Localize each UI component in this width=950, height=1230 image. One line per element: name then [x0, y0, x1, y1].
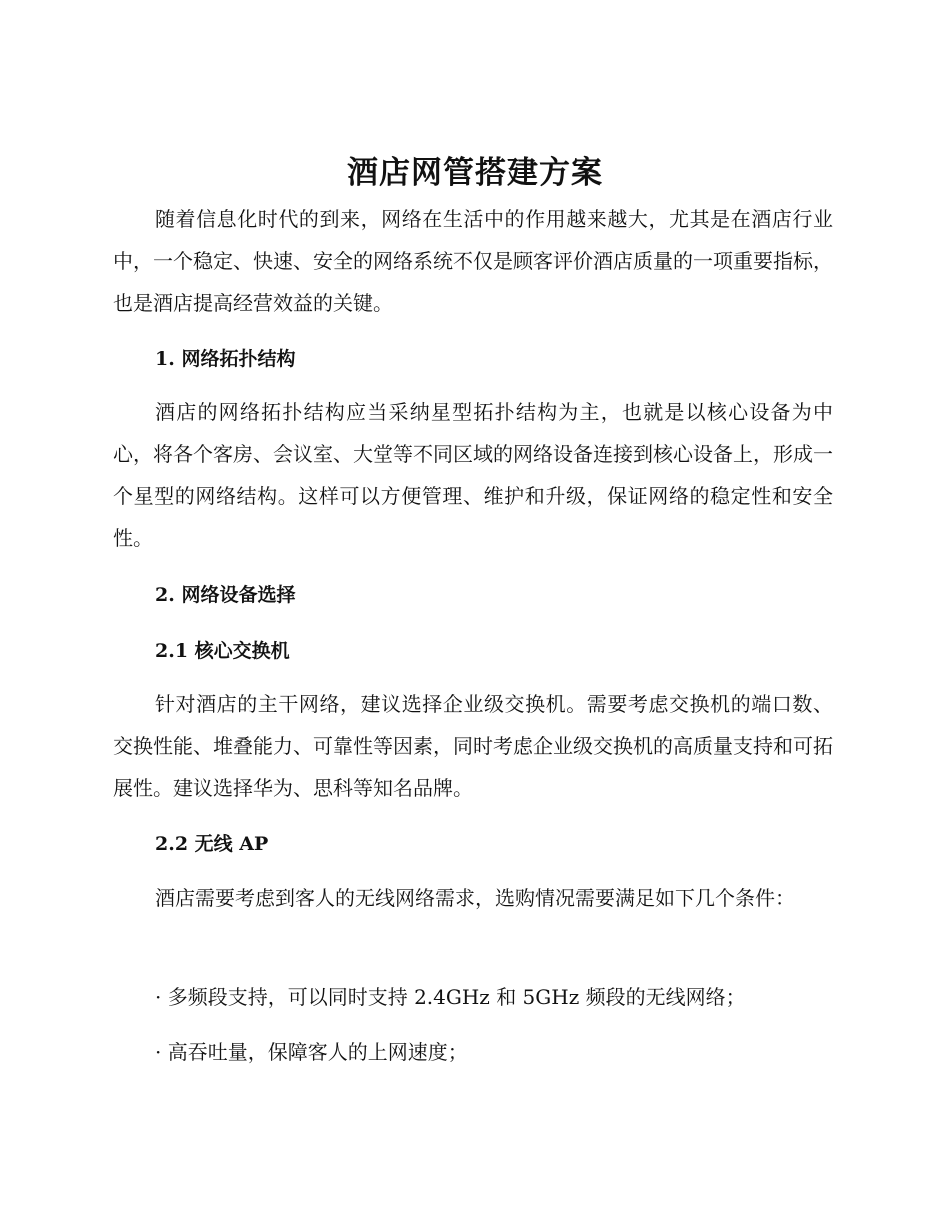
section-1-paragraph: 酒店的网络拓扑结构应当采纳星型拓扑结构为主，也就是以核心设备为中心，将各个客房、会议室、大堂等不同区域的网络设备连接到核心设备上，形成一个星型的网络结构。这样可以方便管理、维护和升级，保证网络的稳定性和安全性。 [113, 400, 833, 550]
section-2-2-heading: 2.2 无线 AP [155, 833, 269, 855]
bullet-item: · 高吞吐量，保障客人的上网速度； [155, 1040, 468, 1064]
section-2-2-paragraph: 酒店需要考虑到客人的无线网络需求，选购情况需要满足如下几个条件： [155, 886, 795, 910]
bullet-item: · 多频段支持，可以同时支持 2.4GHz 和 5GHz 频段的无线网络； [155, 985, 746, 1009]
section-2-1-paragraph: 针对酒店的主干网络，建议选择企业级交换机。需要考虑交换机的端口数、交换性能、堆叠能力、可靠性等因素，同时考虑企业级交换机的高质量支持和可拓展性。建议选择华为、思科等知名品牌。 [113, 692, 833, 800]
section-1-heading: 1. 网络拓扑结构 [155, 348, 296, 370]
document-title: 酒店网管搭建方案 [347, 155, 603, 191]
section-2-heading: 2. 网络设备选择 [155, 584, 296, 606]
section-2-1-heading: 2.1 核心交换机 [155, 640, 290, 662]
intro-paragraph: 随着信息化时代的到来，网络在生活中的作用越来越大，尤其是在酒店行业中，一个稳定、快速、安全的网络系统不仅是顾客评价酒店质量的一项重要指标，也是酒店提高经营效益的关键。 [113, 207, 833, 315]
